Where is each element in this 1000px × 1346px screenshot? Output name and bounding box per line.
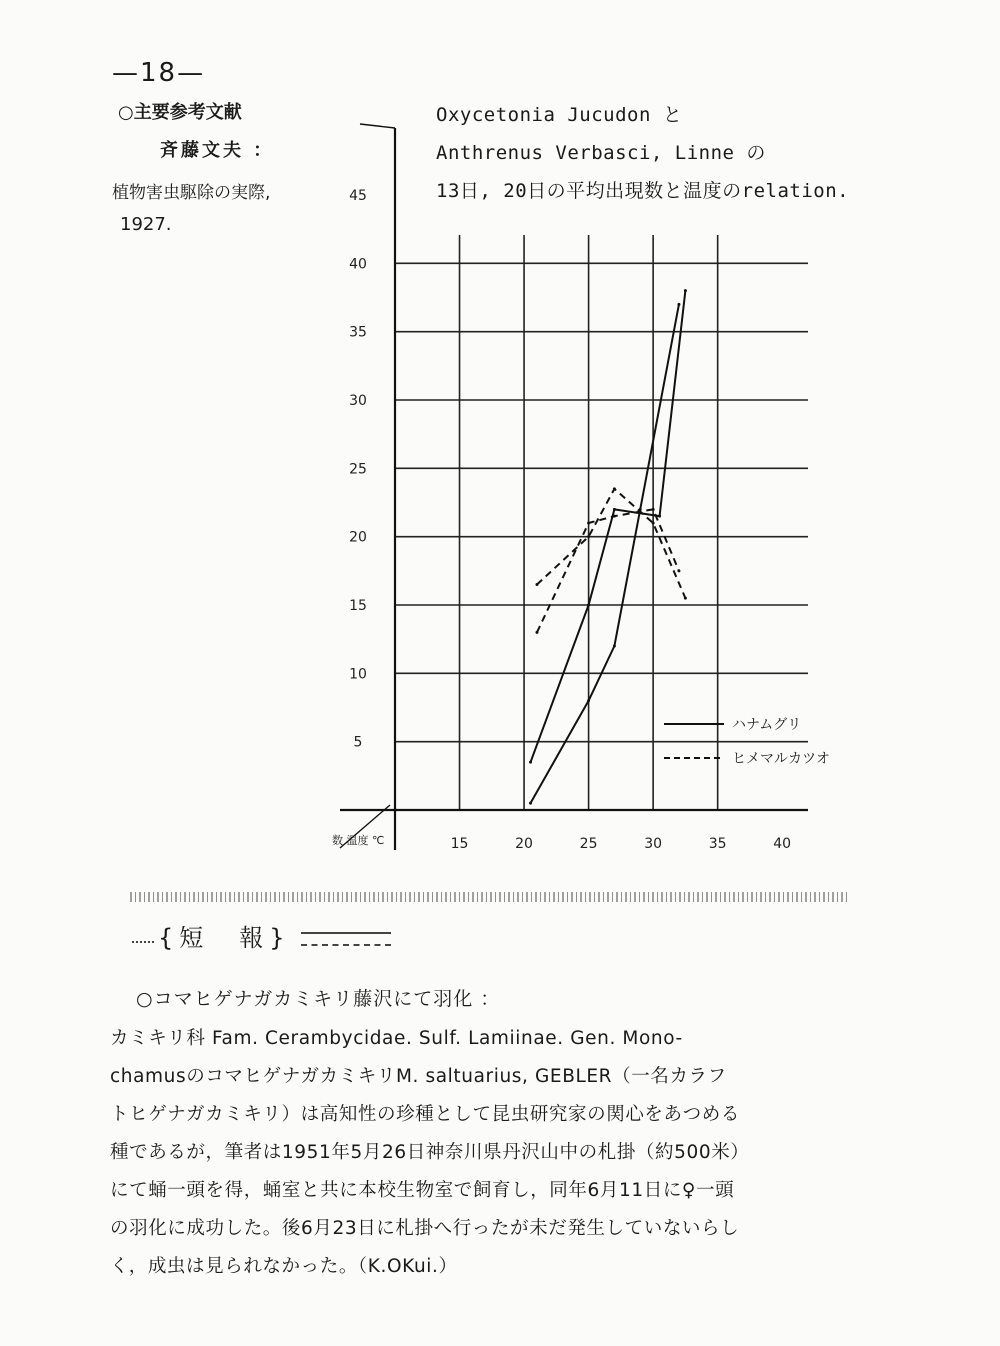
x-tick-label: 35 [708, 836, 727, 852]
report-body-line: カミキリ科 Fam. Cerambycidae. Sulf. Lamiinae. Gen. Mono- [110, 1028, 683, 1049]
y-tick-label: 20 [349, 529, 367, 546]
chart-title-line-3: 13日, 20日の平均出現数と温度のrelation. [436, 180, 850, 202]
x-tick-label: 25 [579, 836, 598, 852]
report-body-line: にて蛹一頭を得，蛹室と共に本校生物室で飼育し，同年6月11日に♀一頭 [110, 1180, 735, 1201]
chart-series [529, 289, 687, 805]
series-line-hanamuguri [531, 304, 679, 803]
data-point [529, 761, 532, 764]
y-tick-label: 15 [349, 598, 367, 614]
section-divider [130, 892, 848, 902]
legend-label: ヒメマルカツオ [732, 751, 830, 767]
x-tick-label: 20 [515, 836, 533, 852]
chart-title-line-1: Oxycetonia Jucudon と [436, 104, 683, 126]
data-point [684, 597, 687, 600]
data-point [684, 289, 687, 292]
reference-author: 斉藤文夫 ： [160, 140, 275, 161]
data-point [677, 569, 680, 572]
y-tick-label: 35 [349, 324, 367, 341]
data-point [613, 645, 616, 648]
chart-title-line-2: Anthrenus Verbasci, Linne の [436, 142, 766, 164]
page-number: —18— [112, 58, 206, 88]
reference-year: 1927. [120, 214, 172, 235]
report-body-line: トヒゲナガカミキリ）は高知性の珍種として昆虫研究家の関心をあつめる [110, 1104, 740, 1125]
data-point [652, 522, 655, 525]
report-body-line: chamusのコマヒゲナガカミキリM. saltuarius, GEBLER（一名カラフ [110, 1066, 727, 1087]
y-tick-label: 45 [349, 188, 367, 204]
header-lead-decoration [132, 935, 154, 943]
series-line-himemarukatsuo [537, 509, 679, 632]
y-tick-label: 40 [349, 256, 367, 273]
series-line-hanamuguri [531, 291, 686, 763]
data-point [587, 535, 590, 538]
header-tail-decoration [301, 932, 391, 946]
report-heading: ○コマヒゲナガカミキリ藤沢にて羽化 ： [136, 988, 501, 1010]
y-tick-label: 5 [353, 734, 363, 751]
top-diagonal [360, 124, 395, 128]
chart-ticks [349, 188, 791, 852]
data-point [587, 699, 590, 702]
data-point [587, 604, 590, 607]
data-point [529, 802, 532, 805]
data-point [652, 508, 655, 511]
data-point [587, 522, 590, 525]
report-body-line: く，成虫は見られなかった。（K.OKui.） [110, 1256, 458, 1277]
reference-title: 植物害虫駆除の実際, [112, 183, 271, 203]
y-tick-label: 25 [349, 461, 367, 478]
references-heading: ○主要参考文献 [118, 102, 242, 123]
data-point [535, 631, 538, 634]
short-report-header [132, 918, 391, 953]
data-point [677, 303, 680, 306]
report-body-line: の羽化に成功した。後6月23日に札掛へ行ったが未だ発生していないらし [110, 1218, 740, 1239]
report-body-line: 種であるが，筆者は1951年5月26日神奈川県丹沢山中の札掛（約500米） [110, 1142, 750, 1163]
x-tick-label: 30 [644, 836, 663, 852]
x-tick-label: 15 [450, 836, 469, 852]
corner-axis-label: 数 温度 ℃ [332, 834, 385, 847]
y-tick-label: 30 [349, 393, 367, 409]
legend-label: ハナムグリ [732, 717, 802, 733]
data-point [535, 583, 538, 586]
y-tick-label: 10 [349, 666, 367, 683]
data-point [613, 508, 616, 511]
data-point [613, 515, 616, 518]
short-report-title: {短 報} [158, 924, 291, 952]
series-line-himemarukatsuo [537, 489, 685, 598]
x-tick-label: 40 [773, 836, 792, 852]
data-point [658, 515, 661, 518]
data-point [613, 487, 616, 490]
